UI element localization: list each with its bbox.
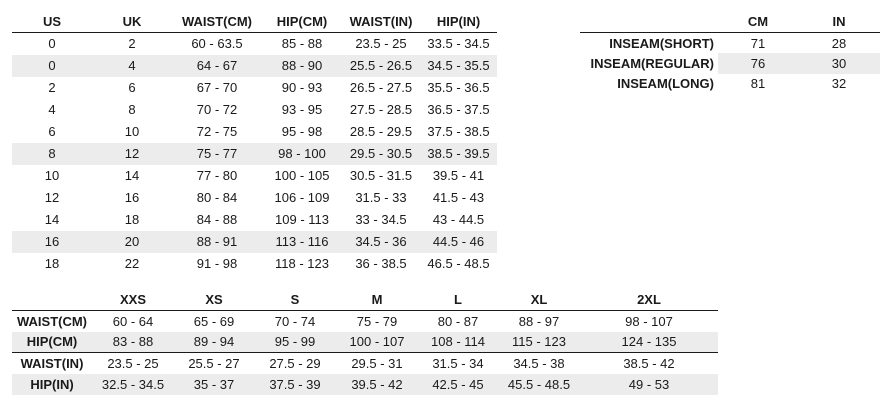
table-cell: 71 xyxy=(750,35,766,51)
table-cell: 93 - 95 xyxy=(281,102,323,117)
row-label: HIP(CM) xyxy=(12,332,92,353)
column-header xyxy=(580,10,718,33)
table-cell: 38.5 - 42 xyxy=(623,355,675,371)
table-cell: 34.5 - 38 xyxy=(513,355,565,371)
table-row xyxy=(580,33,880,54)
table-row xyxy=(12,353,718,374)
table-row xyxy=(12,121,497,143)
table-cell: 124 - 135 xyxy=(580,332,718,353)
table-cell: 31.5 - 34 xyxy=(432,355,484,371)
table-row xyxy=(580,74,880,95)
table-cell: 39.5 - 41 xyxy=(432,168,485,183)
table-cell: 60 - 63.5 xyxy=(191,36,243,52)
table-row xyxy=(12,55,497,77)
table-cell: 8 xyxy=(128,102,136,117)
table-cell: 76 xyxy=(718,53,798,74)
table-cell: 45.5 - 48.5 xyxy=(498,374,580,395)
table-cell: 36.5 - 37.5 xyxy=(427,102,490,117)
table-row xyxy=(12,332,718,353)
table-cell: 95 - 99 xyxy=(254,332,336,353)
table-cell: 27.5 - 29 xyxy=(269,355,321,371)
table-cell: 83 - 88 xyxy=(92,332,174,353)
column-header: 2XL xyxy=(637,291,661,307)
table-cell: 60 - 64 xyxy=(112,313,154,329)
table-cell: 34.5 - 35.5 xyxy=(420,55,497,77)
table-cell: 32.5 - 34.5 xyxy=(92,374,174,395)
column-header: UK xyxy=(122,13,142,29)
column-header: CM xyxy=(747,13,769,29)
table-cell: 35.5 - 36.5 xyxy=(427,80,490,95)
table-row xyxy=(12,209,497,231)
table-cell: 113 - 116 xyxy=(262,231,342,253)
table-cell: 31.5 - 33 xyxy=(355,190,407,205)
table-cell: 14 xyxy=(124,168,140,183)
table-cell: 115 - 123 xyxy=(498,332,580,353)
table-cell: 18 xyxy=(44,256,60,271)
table-row xyxy=(580,53,880,74)
column-header: L xyxy=(454,291,462,307)
table-cell: 30 xyxy=(798,53,880,74)
table-cell: 95 - 98 xyxy=(281,124,323,139)
table-header-row xyxy=(12,288,718,311)
table-cell: 12 xyxy=(44,190,60,205)
table-cell: 106 - 109 xyxy=(274,190,330,205)
table-cell: 18 xyxy=(124,212,140,227)
row-label: WAIST(IN) xyxy=(20,355,84,371)
table-cell: 10 xyxy=(124,124,140,139)
table-cell: 37.5 - 38.5 xyxy=(427,124,490,139)
table-row xyxy=(12,253,497,275)
table-row xyxy=(12,77,497,99)
table-cell: 44.5 - 46 xyxy=(420,231,497,253)
table-cell: 22 xyxy=(124,256,140,271)
table-cell: 75 - 77 xyxy=(172,143,262,165)
table-cell: 49 - 53 xyxy=(580,374,718,395)
table-cell: 91 - 98 xyxy=(196,256,238,271)
table-cell: 36 - 38.5 xyxy=(355,256,407,271)
table-cell: 98 - 100 xyxy=(262,143,342,165)
table-cell: 75 - 79 xyxy=(356,313,398,329)
row-label: INSEAM(LONG) xyxy=(580,74,718,95)
table-row xyxy=(12,231,497,253)
column-header: XL xyxy=(530,291,548,307)
table-cell: 89 - 94 xyxy=(174,332,254,353)
table-cell: 2 xyxy=(128,36,136,52)
table-cell: 28 xyxy=(831,35,847,51)
row-label: WAIST(CM) xyxy=(16,313,88,329)
table-cell: 88 - 90 xyxy=(262,55,342,77)
table-cell: 80 - 84 xyxy=(196,190,238,205)
row-label: INSEAM(REGULAR) xyxy=(580,53,718,74)
table-cell: 64 - 67 xyxy=(172,55,262,77)
table-cell: 27.5 - 28.5 xyxy=(349,102,413,117)
us-uk-size-table xyxy=(12,10,497,275)
column-header: XXS xyxy=(119,291,146,307)
table-cell: 88 - 97 xyxy=(518,313,560,329)
table-cell: 4 xyxy=(92,55,172,77)
table-cell: 39.5 - 42 xyxy=(336,374,418,395)
column-header: HIP(CM) xyxy=(276,13,328,29)
table-cell: 38.5 - 39.5 xyxy=(420,143,497,165)
table-cell: 37.5 - 39 xyxy=(254,374,336,395)
table-cell: 72 - 75 xyxy=(196,124,238,139)
table-cell: 100 - 105 xyxy=(274,168,330,183)
column-header xyxy=(12,288,92,311)
table-cell: 108 - 114 xyxy=(418,332,498,353)
table-cell: 16 xyxy=(12,231,92,253)
table-cell: 42.5 - 45 xyxy=(418,374,498,395)
table-row xyxy=(12,143,497,165)
table-cell: 6 xyxy=(48,124,56,139)
row-label: HIP(IN) xyxy=(12,374,92,395)
table-cell: 26.5 - 27.5 xyxy=(349,80,413,95)
table-row xyxy=(12,311,718,332)
table-cell: 100 - 107 xyxy=(336,332,418,353)
column-header: XS xyxy=(205,291,223,307)
table-cell: 46.5 - 48.5 xyxy=(427,256,490,271)
column-header: IN xyxy=(832,13,846,29)
table-cell: 23.5 - 25 xyxy=(107,355,159,371)
table-cell: 43 - 44.5 xyxy=(432,212,485,227)
table-cell: 77 - 80 xyxy=(196,168,238,183)
table-cell: 33.5 - 34.5 xyxy=(427,36,490,52)
table-cell: 29.5 - 31 xyxy=(351,355,403,371)
table-cell: 29.5 - 30.5 xyxy=(342,143,420,165)
table-cell: 30.5 - 31.5 xyxy=(349,168,413,183)
table-cell: 84 - 88 xyxy=(196,212,238,227)
row-label: INSEAM(SHORT) xyxy=(580,33,718,54)
table-row xyxy=(12,165,497,187)
table-cell: 35 - 37 xyxy=(174,374,254,395)
table-cell: 6 xyxy=(128,80,136,95)
table-cell: 34.5 - 36 xyxy=(342,231,420,253)
table-cell: 85 - 88 xyxy=(281,36,323,52)
table-cell: 65 - 69 xyxy=(193,313,235,329)
column-header: HIP(IN) xyxy=(436,13,481,29)
table-cell: 67 - 70 xyxy=(196,80,238,95)
table-cell: 23.5 - 25 xyxy=(355,36,407,52)
table-cell: 90 - 93 xyxy=(281,80,323,95)
table-header-row xyxy=(12,10,497,33)
table-cell: 80 - 87 xyxy=(437,313,479,329)
table-row xyxy=(12,33,497,55)
table-cell: 2 xyxy=(48,80,56,95)
table-cell: 98 - 107 xyxy=(625,313,673,329)
table-cell: 70 - 72 xyxy=(196,102,238,117)
table-cell: 81 xyxy=(750,76,766,92)
table-cell: 32 xyxy=(831,76,847,92)
inseam-table xyxy=(580,10,880,94)
alpha-size-table xyxy=(12,288,718,395)
table-cell: 25.5 - 27 xyxy=(188,355,240,371)
table-cell: 28.5 - 29.5 xyxy=(349,124,413,139)
column-header: WAIST(CM) xyxy=(181,13,253,29)
table-cell: 118 - 123 xyxy=(275,256,329,271)
table-cell: 4 xyxy=(48,102,56,117)
column-header: US xyxy=(42,13,62,29)
table-cell: 8 xyxy=(12,143,92,165)
column-header: M xyxy=(371,291,383,307)
table-cell: 16 xyxy=(124,190,140,205)
table-cell: 88 - 91 xyxy=(172,231,262,253)
table-cell: 0 xyxy=(12,55,92,77)
table-cell: 10 xyxy=(44,168,60,183)
table-cell: 41.5 - 43 xyxy=(432,190,485,205)
table-cell: 20 xyxy=(92,231,172,253)
table-row xyxy=(12,374,718,395)
column-header: S xyxy=(290,291,300,307)
table-row xyxy=(12,99,497,121)
table-row xyxy=(12,187,497,209)
table-cell: 0 xyxy=(48,36,56,52)
table-cell: 14 xyxy=(44,212,60,227)
column-header: WAIST(IN) xyxy=(349,13,413,29)
table-cell: 70 - 74 xyxy=(274,313,316,329)
table-cell: 109 - 113 xyxy=(275,212,329,227)
table-cell: 33 - 34.5 xyxy=(355,212,407,227)
table-header-row xyxy=(580,10,880,33)
table-cell: 12 xyxy=(92,143,172,165)
table-cell: 25.5 - 26.5 xyxy=(342,55,420,77)
